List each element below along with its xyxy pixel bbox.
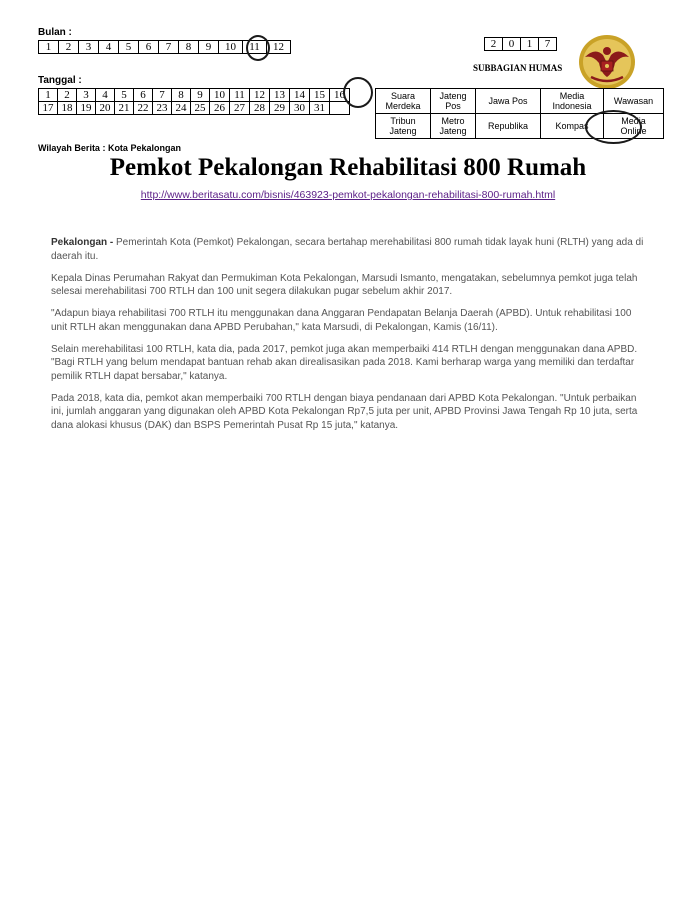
article-title: Pemkot Pekalongan Rehabilitasi 800 Rumah	[109, 154, 587, 181]
tanggal-cell-row2-12: 28	[250, 102, 270, 115]
media-cell	[431, 89, 476, 114]
media-name-line1: Wawasan	[613, 96, 654, 106]
wilayah-label: Wilayah Berita : Kota Pekalongan	[38, 143, 181, 153]
tanggal-cell-row2-11: 27	[230, 102, 250, 115]
tanggal-cell-1: 1	[39, 89, 58, 102]
tanggal-cell-row2-14: 30	[290, 102, 310, 115]
media-cell	[476, 114, 541, 139]
tanggal-cell-row2-6: 22	[134, 102, 153, 115]
media-cell	[476, 89, 541, 114]
bulan-cell-7: 7	[159, 41, 179, 54]
media-name-line2: Jateng	[389, 126, 417, 136]
bulan-cell-4: 4	[99, 41, 119, 54]
media-cell	[431, 114, 476, 139]
bulan-label: Bulan :	[38, 27, 72, 38]
garuda-emblem-icon	[577, 33, 637, 91]
media-name-line2: Merdeka	[385, 101, 421, 111]
year-digit-2: 0	[503, 38, 521, 51]
tanggal-cell-6: 6	[134, 89, 153, 102]
tanggal-cell-row2-1: 17	[39, 102, 58, 115]
tanggal-cell-7: 7	[153, 89, 172, 102]
bulan-cell-11: 11	[243, 41, 267, 54]
article-lead-place: Pekalongan -	[51, 237, 117, 248]
tanggal-cell-15: 15	[310, 89, 330, 102]
tanggal-cell-row2-3: 19	[77, 102, 96, 115]
tanggal-cell-row2-4: 20	[96, 102, 115, 115]
media-name-line1: Tribun	[390, 116, 416, 126]
bulan-cell-2: 2	[59, 41, 79, 54]
tanggal-label: Tanggal :	[38, 75, 82, 86]
tanggal-cell-row2-2: 18	[58, 102, 77, 115]
tanggal-cell-9: 9	[191, 89, 210, 102]
bulan-cell-10: 10	[219, 41, 243, 54]
bulan-cell-6: 6	[139, 41, 159, 54]
selected-date-circle	[343, 77, 373, 108]
media-name-line1: Kompas	[555, 121, 589, 131]
article-paragraph-2: "Adapun biaya rehabilitasi 700 RTLH itu menggunakan dana Anggaran Pendapatan Belanja Daerah (APBD). Untuk rehabilitasi 100 unit RTLH akan menggunakan dana APBD Perubahan," kata Marsudi, di Pekalongan, Kamis (16/11).	[51, 308, 632, 333]
tanggal-cell-11: 11	[230, 89, 250, 102]
tanggal-cell-row2-9: 25	[191, 102, 210, 115]
tanggal-cell-3: 3	[77, 89, 96, 102]
media-name-line1: Suara	[390, 91, 416, 101]
tanggal-cell-13: 13	[270, 89, 290, 102]
bulan-cell-5: 5	[119, 41, 139, 54]
article-lead-paragraph	[51, 236, 649, 263]
media-name-line1: Jawa Pos	[488, 96, 528, 106]
tanggal-cell-row2-7: 23	[153, 102, 172, 115]
org-label: SUBBAGIAN HUMAS	[473, 63, 563, 73]
year-digit-1: 2	[485, 38, 503, 51]
article-paragraph-1: Kepala Dinas Perumahan Rakyat dan Permukiman Kota Pekalongan, Marsudi Ismanto, mengatakan, sebelumnya pemkot juga telah selesai merehabilitasi 700 RTLH dan 100 unit segera dilakukan pugar sebelum akhir 2017.	[51, 272, 638, 297]
tanggal-table	[38, 88, 350, 115]
media-name-line2: Online	[620, 126, 647, 136]
tanggal-cell-row2-8: 24	[172, 102, 191, 115]
media-cell	[376, 89, 431, 114]
bulan-cell-3: 3	[79, 41, 99, 54]
media-name-line1: Republika	[487, 121, 529, 131]
year-digit-3: 1	[521, 38, 539, 51]
article-paragraph-3: Selain merehabilitasi 100 RTLH, kata dia, pada 2017, pemkot juga akan memperbaiki 414 RTLH dengan menggunakan dana APBD. "Bagi RTLH yang belum mendapat bantuan rehab akan direalisasikan pada 2018. Kami berharap warga yang memiliki dan terdaftar pemilik RTLH dapat bersabar," katanya.	[51, 343, 638, 382]
media-name-line2: Jateng	[439, 126, 467, 136]
tanggal-cell-2: 2	[58, 89, 77, 102]
year-digit-4: 7	[539, 38, 557, 51]
tanggal-cell-row2-10: 26	[210, 102, 230, 115]
tanggal-cell-row2-13: 29	[270, 102, 290, 115]
tanggal-cell-5: 5	[115, 89, 134, 102]
tanggal-cell-row2-15: 31	[310, 102, 330, 115]
tanggal-cell-4: 4	[96, 89, 115, 102]
article-paragraph-4: Pada 2018, kata dia, pemkot akan memperbaiki 700 RTLH dengan biaya pendanaan dari APBD Kota Pekalongan. "Untuk perbaikan ini, jumlah anggaran yang digunakan oleh APBD Kota Pekalongan Rp7,5 juta per unit, APBD Provinsi Jawa Tengah Rp 10 juta, serta dana alokasi khusus (DAK) dan BSPS Pemerintah Pusat Rp 15 juta," katanya.	[51, 392, 638, 431]
media-cell	[376, 114, 431, 139]
media-name-line1: Metro	[441, 116, 465, 126]
media-cell	[541, 89, 604, 114]
bulan-cell-8: 8	[179, 41, 199, 54]
selected-media-circle	[585, 110, 642, 144]
article-url-link[interactable]: http://www.beritasatu.com/bisnis/463923-pemkot-pekalongan-rehabilitasi-800-rumah.html	[140, 189, 556, 201]
tanggal-cell-row2-5: 21	[115, 102, 134, 115]
media-name-line2: Indonesia	[552, 101, 592, 111]
selected-month-circle	[246, 35, 270, 61]
bulan-cell-1: 1	[39, 41, 59, 54]
article-lead-text: Pemerintah Kota (Pemkot) Pekalongan, secara bertahap merehabilitasi 800 rumah tidak layak huni (RLTH) yang ada di daerah itu.	[51, 237, 644, 262]
year-table	[484, 37, 557, 51]
media-name-line2: Pos	[445, 101, 461, 111]
tanggal-cell-16: 16	[330, 89, 350, 102]
bulan-cell-9: 9	[199, 41, 219, 54]
media-name-line1: Media	[621, 116, 646, 126]
tanggal-cell-12: 12	[250, 89, 270, 102]
media-name-line1: Jateng	[439, 91, 467, 101]
media-name-line1: Media	[559, 91, 585, 101]
article-body	[51, 236, 649, 441]
tanggal-cell-8: 8	[172, 89, 191, 102]
tanggal-cell-14: 14	[290, 89, 310, 102]
tanggal-cell-10: 10	[210, 89, 230, 102]
bulan-cell-12: 12	[267, 41, 291, 54]
